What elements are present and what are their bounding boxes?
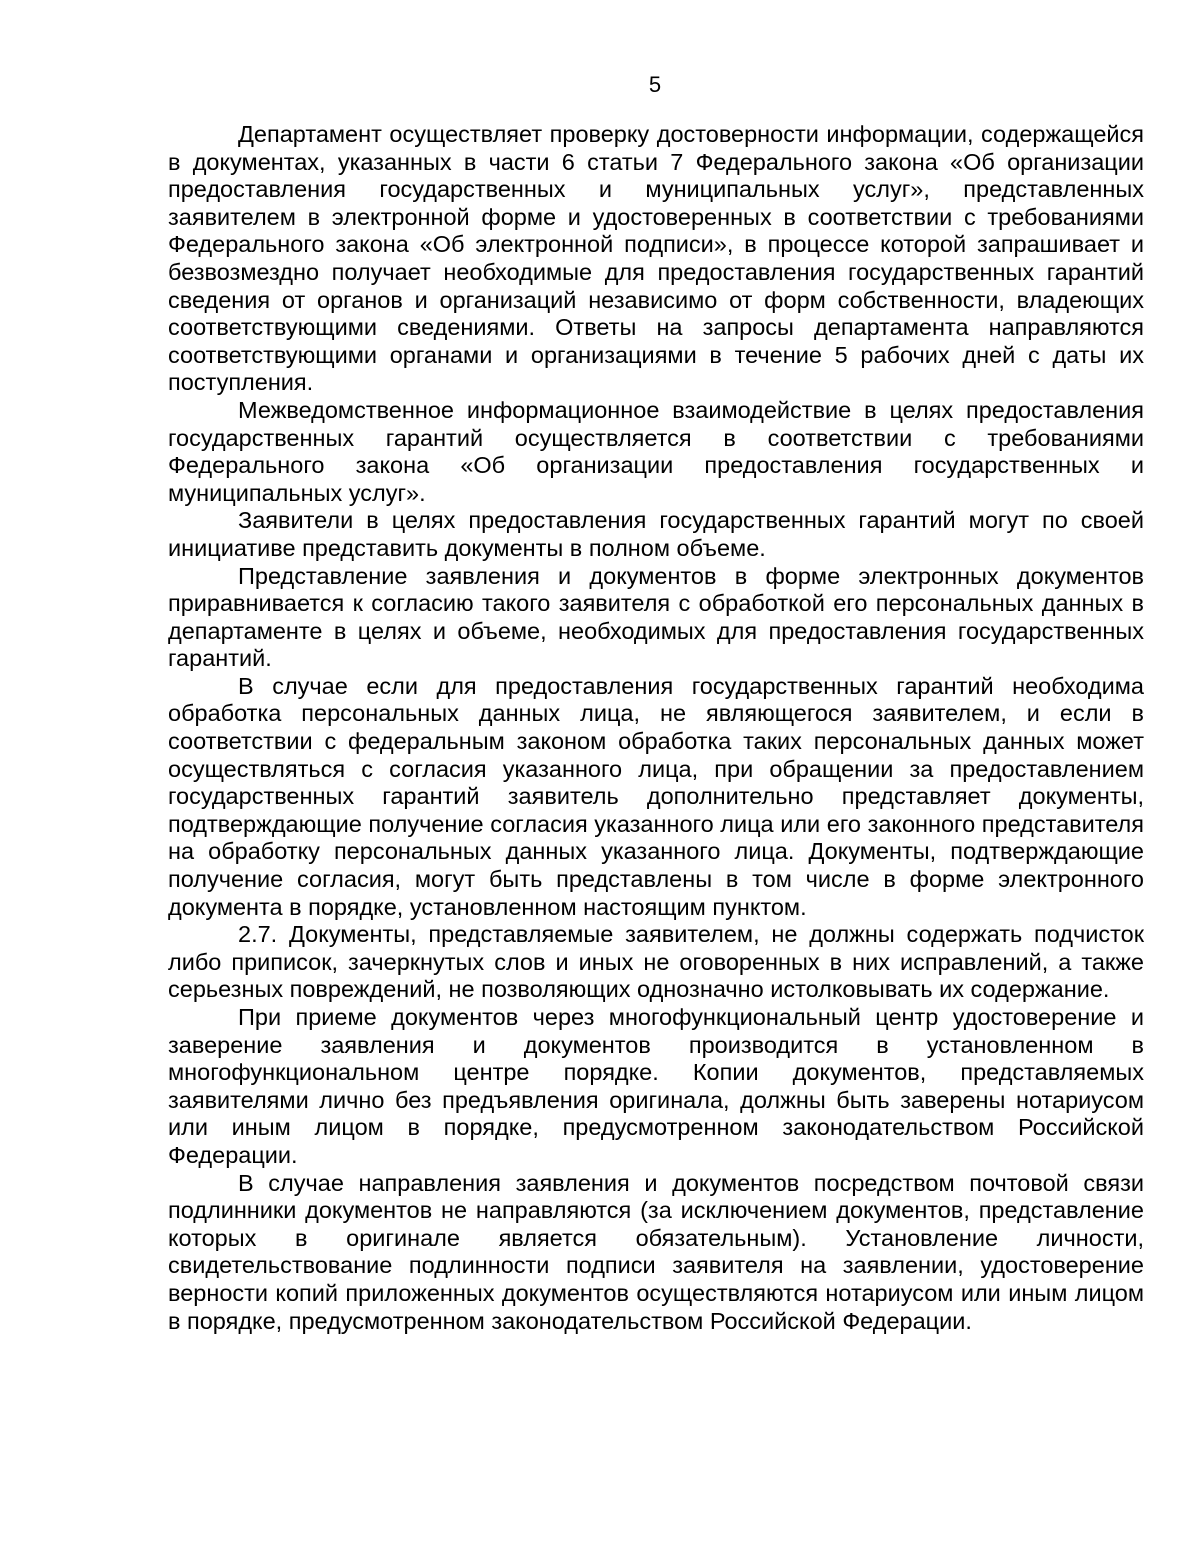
paragraph-mfc-reception: При приеме документов через многофункциональный центр удостоверение и заверение заявления и документов производится в установленном в многофункциональном центре порядке. Копии документов, представляемых заявителями лично без предъявления оригинала, должны быть заверены нотариусом или иным лицом в порядке, предусмотренном законодательством Российской Федерации. <box>168 1004 1144 1168</box>
paragraph-electronic-consent: Представление заявления и документов в форме электронных документов приравнивается к согласию такого заявителя с обработкой его персональных данных в департаменте в целях и объеме, необходимых для предоставления государственных гарантий. <box>168 562 1144 672</box>
paragraph-own-initiative: Заявители в целях предоставления государственных гарантий могут по своей инициативе представить документы в полном объеме. <box>168 507 1144 561</box>
paragraph-2-7-document-requirements: 2.7. Документы, представляемые заявителем, не должны содержать подчисток либо приписок, зачеркнутых слов и иных не оговоренных в них исправлений, а также серьезных повреждений, не позволяющих однозначно истолковывать их содержание. <box>168 921 1144 1003</box>
paragraph-verification: Департамент осуществляет проверку достоверности информации, содержащейся в документах, указанных в части 6 статьи 7 Федерального закона «Об организации предоставления государственных и муниципальных услуг», представленных заявителем в электронной форме и удостоверенных в соответствии с требованиями Федерального закона «Об электронной подписи», в процессе которой запрашивает и безвозмездно получает необходимые для предоставления государственных гарантий сведения от органов и организаций независимо от форм собственности, владеющих соответствующими сведениями. Ответы на запросы департамента направляются соответствующими органами и организациями в течение 5 рабочих дней с даты их поступления. <box>168 121 1144 396</box>
paragraph-third-party-data: В случае если для предоставления государственных гарантий необходима обработка персональных данных лица, не являющегося заявителем, и если в соответствии с федеральным законом обработка таких персональных данных может осуществляться с согласия указанного лица, при обращении за предоставлением государственных гарантий заявитель дополнительно представляет документы, подтверждающие получение согласия указанного лица или его законного представителя на обработку персональных данных указанного лица. Документы, подтверждающие получение согласия, могут быть представлены в том числе в форме электронного документа в порядке, установленном настоящим пунктом. <box>168 672 1144 920</box>
paragraph-interagency: Межведомственное информационное взаимодействие в целях предоставления государственных гарантий осуществляется в соответствии с требованиями Федерального закона «Об организации предоставления государственных и муниципальных услуг». <box>168 396 1144 506</box>
document-body <box>168 121 1144 1335</box>
page-number: 5 <box>648 72 662 97</box>
paragraph-postal-delivery: В случае направления заявления и документов посредством почтовой связи подлинники документов не направляются (за исключением документов, представление которых в оригинале является обязательным). Установление личности, свидетельствование подлинности подписи заявителя на заявлении, удостоверение верности копий приложенных документов осуществляются нотариусом или иным лицом в порядке, предусмотренном законодательством Российской Федерации. <box>168 1169 1144 1334</box>
